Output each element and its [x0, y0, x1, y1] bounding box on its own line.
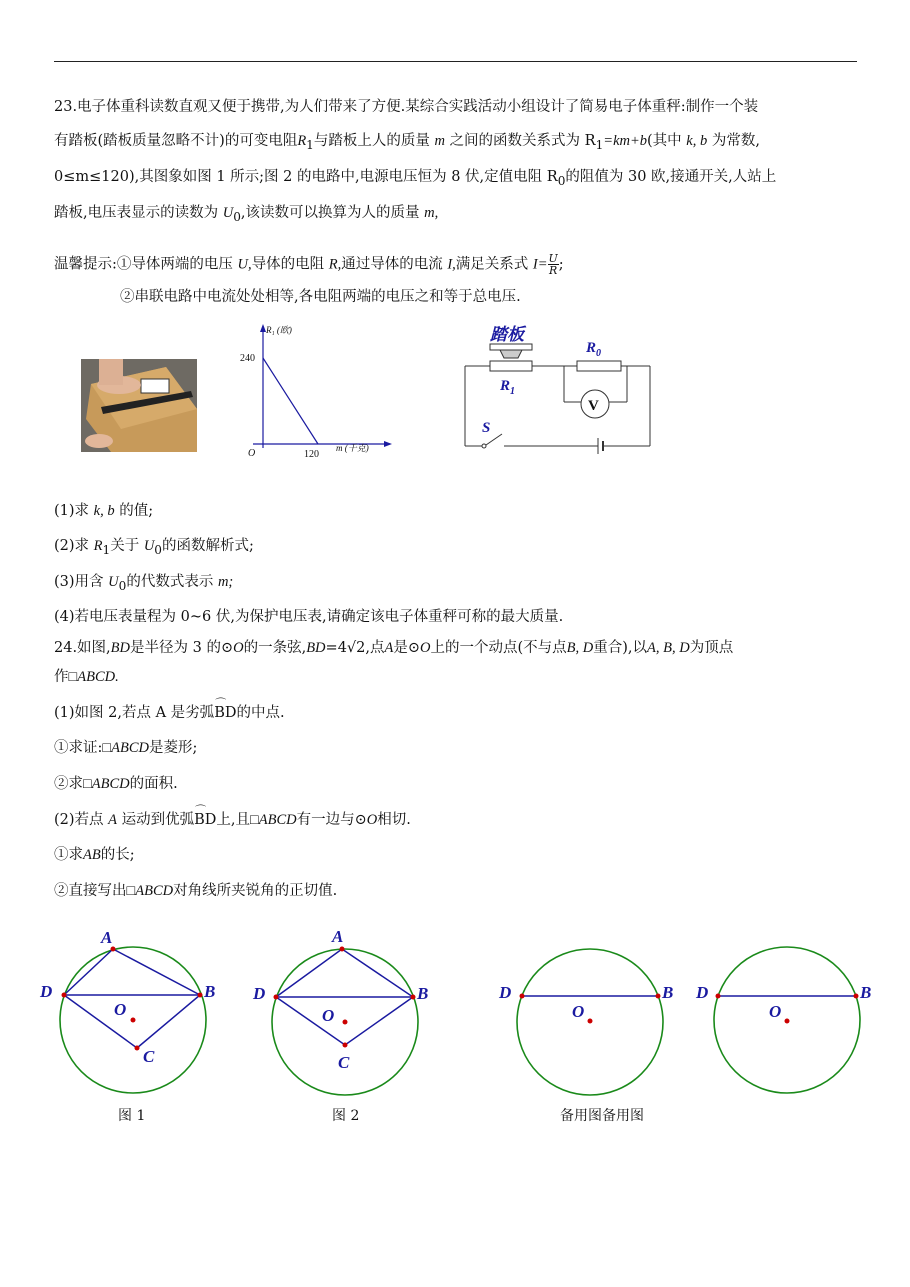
fig1-label-c: C [143, 1047, 155, 1066]
spare2-label-o: O [769, 1002, 782, 1021]
fig2-label-d: D [253, 984, 266, 1003]
switch-label: S [482, 420, 491, 436]
q23-sub1: (1)求 k, b 的值; [54, 503, 154, 519]
figure-1 [39, 928, 215, 1093]
y-axis-label: R₁ (欧) [266, 325, 292, 335]
fig1-label-o: O [114, 1000, 127, 1019]
q23-line1: 23.电子体重科读数直观又便于携带,为人们带来了方便.某综合实践活动小组设计了简易电子体重秤:制作一个装 [54, 99, 759, 115]
q24-line1: 24.如图,BD是半径为 3 的⊙O的一条弦,BD=4√2,点A是⊙O上的一个动点(不与点B, D重合),以A, B, D为顶点 [54, 640, 734, 656]
caption-figure-1: 图 1 [118, 1108, 146, 1124]
geometry-figures [0, 915, 910, 1105]
spare2-label-b: B [860, 983, 872, 1002]
r1-sub: 1 [510, 386, 516, 397]
pedal-label: 踏板 [490, 325, 524, 344]
fig2-label-c: C [338, 1053, 350, 1072]
ohm-fraction: $\frac{U}{R}$ [548, 252, 558, 277]
scale-photo [81, 359, 197, 452]
q23-sub4: (4)若电压表量程为 0~6 伏,为保护电压表,请确定该电子体重秤可称的最大质量. [54, 609, 564, 625]
svg-text:R1 [499, 378, 515, 397]
q23-tip2: ②串联电路中电流处处相等,各电阻两端的电压之和等于总电压. [120, 289, 521, 305]
spare1-label-o: O [572, 1002, 585, 1021]
fig2-label-b: B [417, 984, 429, 1003]
q23-line3: 0≤m≤120),其图象如图 1 所示;图 2 的电路中,电源电压恒为 8 伏,定值电阻 $R_0$的阻值为 30 欧,接通开关,人站上 [54, 169, 777, 188]
q23-sub2: (2)求 $R_1$关于 $U_0$的函数解析式; [54, 538, 254, 557]
caption-figure-2: 图 2 [332, 1108, 360, 1124]
q24-part1: (1)如图 2,若点 A 是劣弧⌒ BD的中点. [54, 703, 285, 723]
r1-label: R [500, 378, 511, 394]
circuit-diagram [460, 320, 660, 460]
voltmeter-label: V [588, 398, 599, 414]
spare-figure-1 [498, 949, 673, 1095]
r0-label: R [586, 340, 597, 356]
svg-text:R0 [585, 340, 601, 359]
q23-tip1: 温馨提示:①导体两端的电压 U,导体的电阻 R,通过导体的电流 I,满足关系式 I= $\frac{U}{R}$ ; [54, 252, 564, 277]
q23-sub3: (3)用含 $U_0$的代数式表示 m; [54, 574, 234, 593]
spare2-label-d: D [696, 983, 709, 1002]
x-tick-120: 120 [304, 449, 319, 460]
fig1-label-a: A [101, 928, 113, 947]
r1-graph-line [263, 358, 318, 444]
r1-mass-graph [238, 320, 398, 460]
fig1-label-b: B [204, 982, 216, 1001]
caption-spare-figures: 备用图备用图 [560, 1108, 644, 1124]
q24-part2a: ①求AB的长; [54, 847, 135, 863]
origin-label: O [248, 448, 256, 459]
q24-line2: 作□ABCD. [54, 669, 119, 685]
spare-figure-2 [695, 947, 871, 1093]
q23-line4: 踏板,电压表显示的读数为 $U_0$,该读数可以换算为人的质量 m, [54, 205, 439, 224]
x-axis-label: m (千克) [336, 443, 369, 453]
y-tick-240: 240 [240, 353, 255, 364]
spare1-label-b: B [662, 983, 674, 1002]
header-rule [54, 61, 857, 62]
q24-part1a: ①求证:□ABCD是菱形; [54, 740, 198, 756]
fig2-label-o: O [322, 1006, 335, 1025]
arc-bd-minor: ⌒ BD [214, 703, 236, 723]
figure-2 [252, 927, 428, 1095]
r0-sub: 0 [596, 348, 602, 359]
arc-bd-major: ⌒ BD [194, 810, 216, 830]
q23-line2: 有踏板(踏板质量忽略不计)的可变电阻$R_1$与踏板上人的质量 m 之间的函数关系式为 $R_1=km+b$(其中 k, b 为常数, [54, 133, 760, 152]
q24-part1b: ②求□ABCD的面积. [54, 776, 178, 792]
fig2-label-a: A [332, 927, 344, 946]
q24-part2b: ②直接写出□ABCD对角线所夹锐角的正切值. [54, 883, 338, 899]
fig1-label-d: D [40, 982, 53, 1001]
spare1-label-d: D [499, 983, 512, 1002]
q24-part2: (2)若点 A 运动到优弧⌒ BD上,且□ABCD有一边与⊙O相切. [54, 810, 411, 830]
